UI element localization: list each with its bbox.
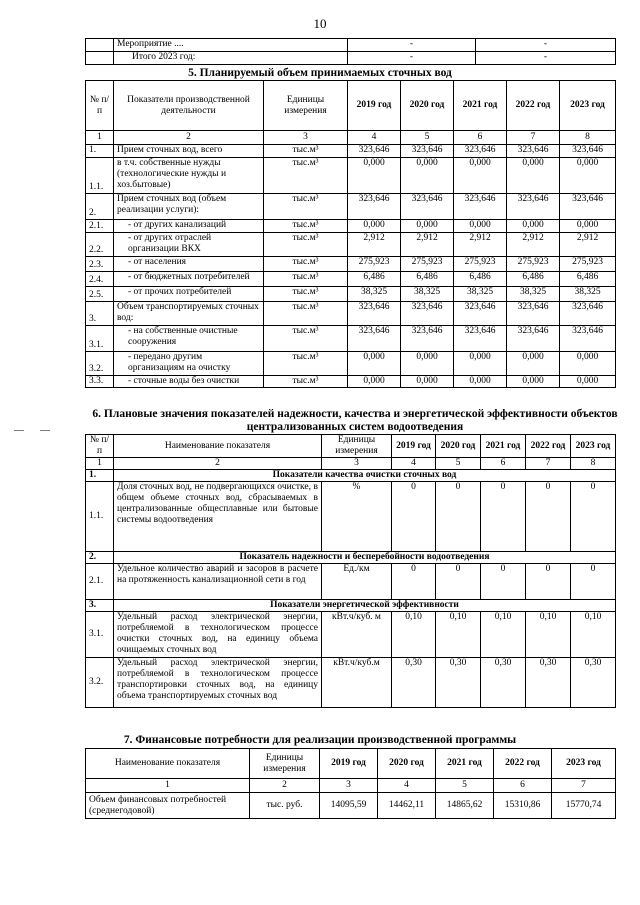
row-value: 0,30 bbox=[526, 658, 571, 708]
row-value: 0,10 bbox=[571, 612, 616, 658]
row-number: 3.1. bbox=[86, 612, 114, 658]
row-value: 2,912 bbox=[348, 233, 401, 257]
row-label: - от населения bbox=[114, 257, 264, 272]
col-number: 5 bbox=[401, 131, 454, 145]
col-number: 8 bbox=[571, 458, 616, 470]
row-value: 6,486 bbox=[560, 272, 616, 287]
row-value: 0,000 bbox=[454, 352, 507, 376]
row-label: - сточные воды без очистки bbox=[114, 376, 264, 388]
row-value: 0,000 bbox=[348, 352, 401, 376]
col-header: Единицы измерения bbox=[250, 749, 320, 779]
row-value: 0,10 bbox=[526, 612, 571, 658]
col-number: 7 bbox=[552, 779, 616, 793]
row-value: 0 bbox=[571, 482, 616, 552]
row-value: 2,912 bbox=[507, 233, 560, 257]
top-row-value: - bbox=[476, 52, 616, 65]
group-title: Показатель надежности и бесперебойности водоотведения bbox=[114, 552, 616, 564]
row-value: 275,923 bbox=[348, 257, 401, 272]
row-unit: % bbox=[322, 482, 392, 552]
row-value: 0 bbox=[392, 564, 436, 600]
row-value: 0 bbox=[436, 564, 481, 600]
row-number: 3.1. bbox=[86, 326, 114, 352]
row-value: 6,486 bbox=[348, 272, 401, 287]
row-number: 2.1. bbox=[86, 564, 114, 600]
row-label: Удельный расход электрической энергии, потребляемой в технологическом процессе очистки сточных вод, на единицу объема очищаемых сточных вод bbox=[114, 612, 322, 658]
row-unit: тыс.м³ bbox=[264, 233, 348, 257]
row-value: 0,000 bbox=[560, 220, 616, 233]
row-value: 275,923 bbox=[401, 257, 454, 272]
row-value: 38,325 bbox=[348, 287, 401, 302]
row-label: - на собственные очистные сооружения bbox=[114, 326, 264, 352]
row-value: 323,646 bbox=[348, 326, 401, 352]
row-value: 0 bbox=[571, 564, 616, 600]
col-header: Наименование показателя bbox=[114, 435, 322, 458]
table-row bbox=[86, 376, 616, 388]
col-number: 6 bbox=[454, 131, 507, 145]
col-number: 2 bbox=[114, 458, 322, 470]
col-number: 8 bbox=[560, 131, 616, 145]
col-number: 2 bbox=[250, 779, 320, 793]
row-value: 0,000 bbox=[507, 352, 560, 376]
table-row bbox=[86, 352, 616, 376]
financial-value: 14462,11 bbox=[378, 793, 436, 819]
row-value: 0,000 bbox=[401, 352, 454, 376]
row-value: 0 bbox=[392, 482, 436, 552]
group-row bbox=[86, 470, 616, 482]
table-row bbox=[86, 482, 616, 552]
col-number: 4 bbox=[378, 779, 436, 793]
row-value: 38,325 bbox=[454, 287, 507, 302]
row-value: 323,646 bbox=[560, 194, 616, 220]
table-row bbox=[86, 220, 616, 233]
col-header: 2019 год bbox=[348, 81, 401, 131]
row-value: 0,10 bbox=[436, 612, 481, 658]
row-value: 323,646 bbox=[454, 302, 507, 326]
row-value: 0 bbox=[526, 564, 571, 600]
row-unit: тыс.м³ bbox=[264, 220, 348, 233]
row-value: 0,000 bbox=[560, 352, 616, 376]
group-row bbox=[86, 600, 616, 612]
col-number: 2 bbox=[114, 131, 264, 145]
group-number: 2. bbox=[86, 552, 114, 564]
row-value: 323,646 bbox=[454, 326, 507, 352]
row-value: 0,000 bbox=[454, 376, 507, 388]
row-number: 1.1. bbox=[86, 158, 114, 194]
row-value: 275,923 bbox=[507, 257, 560, 272]
financial-value: 15310,86 bbox=[494, 793, 552, 819]
section-7-table bbox=[85, 748, 616, 819]
col-header: 2020 год bbox=[378, 749, 436, 779]
row-number: 3.2. bbox=[86, 352, 114, 376]
row-value: 38,325 bbox=[507, 287, 560, 302]
row-value: 323,646 bbox=[401, 194, 454, 220]
row-value: 0,000 bbox=[454, 220, 507, 233]
top-row-label: Мероприятие .... bbox=[114, 39, 348, 52]
row-value: 38,325 bbox=[560, 287, 616, 302]
top-row-label: Итого 2023 год: bbox=[114, 52, 348, 65]
col-header: 2023 год bbox=[552, 749, 616, 779]
col-header: Единицы измерения bbox=[264, 81, 348, 131]
col-number: 5 bbox=[436, 779, 494, 793]
row-label: - от прочих потребителей bbox=[114, 287, 264, 302]
row-label: Удельный расход электрической энергии, потребляемой в технологическом процессе транспортировки сточных вод, на единицу объема транспортируемых сточных вод bbox=[114, 658, 322, 708]
financial-label: Объем финансовых потребностей (среднегодовой) bbox=[86, 793, 250, 819]
row-value: 6,486 bbox=[454, 272, 507, 287]
row-value: 323,646 bbox=[560, 326, 616, 352]
col-number: 5 bbox=[436, 458, 481, 470]
col-number: 1 bbox=[86, 458, 114, 470]
row-value: 6,486 bbox=[507, 272, 560, 287]
section-6-title: 6. Плановые значения показателей надежности, качества и энергетической эффективности объектов централизованных систем водоотведения bbox=[92, 408, 618, 433]
row-value: 0 bbox=[526, 482, 571, 552]
row-number: 1.1. bbox=[86, 482, 114, 552]
col-number: 6 bbox=[494, 779, 552, 793]
row-value: 0,10 bbox=[392, 612, 436, 658]
col-number: 1 bbox=[86, 779, 250, 793]
col-header: 2020 год bbox=[436, 435, 481, 458]
row-value: 2,912 bbox=[454, 233, 507, 257]
col-number: 1 bbox=[86, 131, 114, 145]
row-value: 0 bbox=[481, 482, 526, 552]
row-value: 0,000 bbox=[507, 220, 560, 233]
row-unit: Ед./км bbox=[322, 564, 392, 600]
row-number: 3. bbox=[86, 302, 114, 326]
row-value: 323,646 bbox=[348, 145, 401, 158]
row-unit: тыс.м³ bbox=[264, 352, 348, 376]
row-value: 38,325 bbox=[401, 287, 454, 302]
col-header: Единицы измерения bbox=[322, 435, 392, 458]
col-header: 2019 год bbox=[320, 749, 378, 779]
table-row bbox=[86, 272, 616, 287]
row-unit: тыс.м³ bbox=[264, 158, 348, 194]
row-label: - от других канализаций bbox=[114, 220, 264, 233]
table-row bbox=[86, 145, 616, 158]
row-label: Удельное количество аварий и засоров в расчете на протяженность канализационной сети в год bbox=[114, 564, 322, 600]
row-value: 0,000 bbox=[401, 376, 454, 388]
group-title: Показатели энергетической эффективности bbox=[114, 600, 616, 612]
col-header: 2020 год bbox=[401, 81, 454, 131]
row-unit: тыс.м³ bbox=[264, 326, 348, 352]
col-header: 2022 год bbox=[494, 749, 552, 779]
row-value: 323,646 bbox=[348, 194, 401, 220]
col-number: 4 bbox=[392, 458, 436, 470]
group-number: 1. bbox=[86, 470, 114, 482]
col-number: 6 bbox=[481, 458, 526, 470]
table-row bbox=[86, 658, 616, 708]
col-header: 2021 год bbox=[436, 749, 494, 779]
row-number: 2. bbox=[86, 194, 114, 220]
top-table bbox=[85, 38, 616, 65]
row-unit: тыс.м³ bbox=[264, 194, 348, 220]
col-number: 3 bbox=[322, 458, 392, 470]
row-number: 3.2. bbox=[86, 658, 114, 708]
row-value: 0,000 bbox=[560, 376, 616, 388]
row-value: 0,000 bbox=[401, 158, 454, 194]
row-unit: тыс.м³ bbox=[264, 287, 348, 302]
row-unit: тыс.м³ bbox=[264, 302, 348, 326]
row-label: Объем транспортируемых сточных вод: bbox=[114, 302, 264, 326]
section-5-title: 5. Планируемый объем принимаемых сточных вод bbox=[188, 67, 452, 79]
row-label: - передано другим организациям на очистку bbox=[114, 352, 264, 376]
col-header: 2023 год bbox=[571, 435, 616, 458]
row-value: 323,646 bbox=[560, 145, 616, 158]
financial-value: 14095,59 bbox=[320, 793, 378, 819]
col-number: 3 bbox=[264, 131, 348, 145]
table-row bbox=[86, 158, 616, 194]
row-value: 323,646 bbox=[507, 194, 560, 220]
row-value: 323,646 bbox=[560, 302, 616, 326]
top-row-value: - bbox=[348, 52, 476, 65]
row-value: 323,646 bbox=[454, 145, 507, 158]
row-number: 2.1. bbox=[86, 220, 114, 233]
row-value: 0,000 bbox=[507, 376, 560, 388]
table-row bbox=[86, 233, 616, 257]
row-value: 2,912 bbox=[560, 233, 616, 257]
section-7-title: 7. Финансовые потребности для реализации производственной программы bbox=[123, 734, 517, 746]
table-row bbox=[86, 564, 616, 600]
row-number: 2.2. bbox=[86, 233, 114, 257]
col-header: Наименование показателя bbox=[86, 749, 250, 779]
group-row bbox=[86, 552, 616, 564]
row-unit: кВт.ч/куб. м bbox=[322, 612, 392, 658]
row-value: 323,646 bbox=[348, 302, 401, 326]
section-5-table bbox=[85, 80, 616, 388]
row-value: 0,10 bbox=[481, 612, 526, 658]
col-number: 4 bbox=[348, 131, 401, 145]
row-value: 0,000 bbox=[401, 220, 454, 233]
table-row bbox=[86, 194, 616, 220]
row-value: 2,912 bbox=[401, 233, 454, 257]
row-unit: тыс.м³ bbox=[264, 376, 348, 388]
row-value: 0,30 bbox=[571, 658, 616, 708]
col-header: № п/п bbox=[86, 435, 114, 458]
group-title: Показатели качества очистки сточных вод bbox=[114, 470, 616, 482]
col-header: 2022 год bbox=[507, 81, 560, 131]
row-value: 0 bbox=[436, 482, 481, 552]
row-unit: тыс.м³ bbox=[264, 272, 348, 287]
row-value: 6,486 bbox=[401, 272, 454, 287]
col-header: 2021 год bbox=[481, 435, 526, 458]
row-unit: кВт.ч/куб.м bbox=[322, 658, 392, 708]
row-label: - от других отраслей организации ВКХ bbox=[114, 233, 264, 257]
financial-unit: тыс. руб. bbox=[250, 793, 320, 819]
row-number: 2.5. bbox=[86, 287, 114, 302]
col-header: Показатели производственной деятельности bbox=[114, 81, 264, 131]
table-row bbox=[86, 257, 616, 272]
row-value: 323,646 bbox=[454, 194, 507, 220]
col-header: 2021 год bbox=[454, 81, 507, 131]
row-unit: тыс.м³ bbox=[264, 145, 348, 158]
financial-value: 14865,62 bbox=[436, 793, 494, 819]
table-row bbox=[86, 302, 616, 326]
row-value: 275,923 bbox=[454, 257, 507, 272]
row-value: 0 bbox=[481, 564, 526, 600]
row-number: 2.4. bbox=[86, 272, 114, 287]
row-label: Прием сточных вод, всего bbox=[114, 145, 264, 158]
col-header: № п/п bbox=[86, 81, 114, 131]
row-label: Доля сточных вод, не подвергающихся очистке, в общем объеме сточных вод, сбрасываемых в централизованные общесплавные или бытовые системы водоотведения bbox=[114, 482, 322, 552]
row-number: 1. bbox=[86, 145, 114, 158]
col-header: 2023 год bbox=[560, 81, 616, 131]
row-number: 3.3. bbox=[86, 376, 114, 388]
row-value: 0,000 bbox=[454, 158, 507, 194]
row-value: 323,646 bbox=[507, 302, 560, 326]
table-row bbox=[86, 326, 616, 352]
row-value: 0,000 bbox=[560, 158, 616, 194]
row-value: 0,000 bbox=[348, 376, 401, 388]
col-number: 7 bbox=[526, 458, 571, 470]
row-number: 2.3. bbox=[86, 257, 114, 272]
row-value: 0,30 bbox=[481, 658, 526, 708]
row-value: 0,000 bbox=[507, 158, 560, 194]
row-label: в т.ч. собственные нужды (технологические нужды и хоз.бытовые) bbox=[114, 158, 264, 194]
row-label: - от бюджетных потребителей bbox=[114, 272, 264, 287]
row-value: 323,646 bbox=[401, 302, 454, 326]
row-value: 0,000 bbox=[348, 220, 401, 233]
group-number: 3. bbox=[86, 600, 114, 612]
col-number: 3 bbox=[320, 779, 378, 793]
top-row-value: - bbox=[476, 39, 616, 52]
section-6-table bbox=[85, 434, 616, 708]
col-header: 2019 год bbox=[392, 435, 436, 458]
col-header: 2022 год bbox=[526, 435, 571, 458]
top-row-value: - bbox=[348, 39, 476, 52]
row-value: 323,646 bbox=[401, 326, 454, 352]
col-number: 7 bbox=[507, 131, 560, 145]
page-number: 10 bbox=[313, 16, 327, 31]
table-row bbox=[86, 287, 616, 302]
row-value: 0,30 bbox=[392, 658, 436, 708]
row-value: 0,30 bbox=[436, 658, 481, 708]
financial-value: 15770,74 bbox=[552, 793, 616, 819]
row-label: Прием сточных вод (объем реализации услуги): bbox=[114, 194, 264, 220]
row-value: 0,000 bbox=[348, 158, 401, 194]
row-value: 323,646 bbox=[507, 145, 560, 158]
table-row bbox=[86, 612, 616, 658]
row-unit: тыс.м³ bbox=[264, 257, 348, 272]
row-value: 323,646 bbox=[507, 326, 560, 352]
row-value: 323,646 bbox=[401, 145, 454, 158]
row-value: 275,923 bbox=[560, 257, 616, 272]
